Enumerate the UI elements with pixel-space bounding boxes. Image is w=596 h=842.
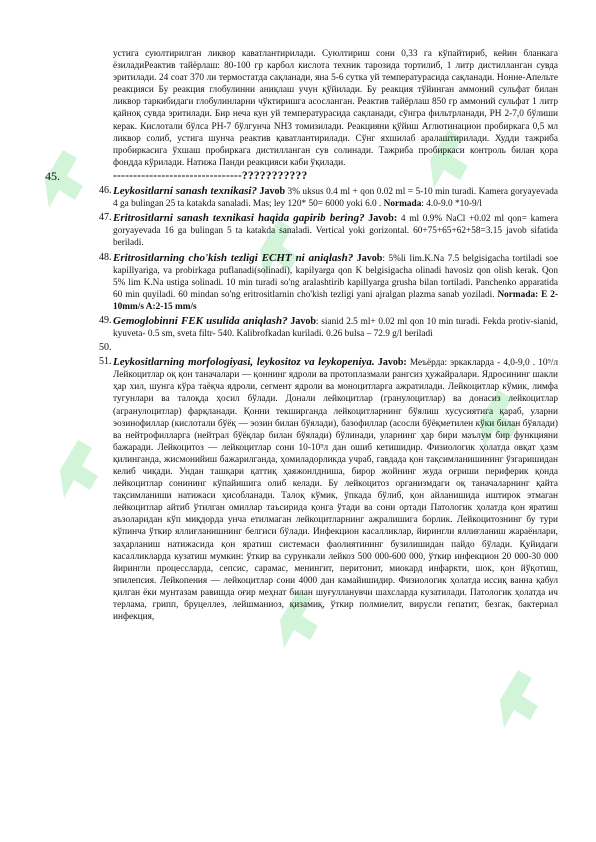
question-text: Eritrositlarni sanash texnikasi haqida gapirib bering?	[113, 212, 365, 225]
intro-paragraph: устига суюлтирилган ликвор каватлантирилади. Суюлтириш сони 0,33 га кўпайтириб, кейин бланкага ёзиладиРеактив тайёрлаш: 80-100 гр карбол кислота техник тарозида тортилиб, 1 литр дистилланган сувда эритилади. 24 соат 370 ли термостатда сақланади, яна 5-6 сутка уй температурасида сақланади. Нонне-Апельте реакцияси Бу реакция глобулинни аниқлаш учун қўйилади. Бу реакция тўйинган аммоний сульфат билан ликвор таркибидаги глобулинларни чўктиришга асосланган. Реактив тайёрлаш 850 гр аммоний сульфат 1 литр қайноқ сувда эритилади. Бир неча кун уй температурасида сақланади, сўнгра фильтрланади, РН 2-7,0 бўлиши керак. Кислотали бўлса РН-7 бўлгунча NH3 томизилади. Реакцияни қўйиш Аглютинацион пробиркага 0,5 мл ликвор солиб, устига шунча реактив қаватлантирилади. Сўнг яхшилаб аралаштирилади. Худди тажриба пробиркасига ўхшаш пробиркага дистилланган сув солинади. Тажриба пробиркаси контроль билан қора фондда кўрилади. Натижа Панди реакцияси каби ўқилади.	[113, 49, 558, 168]
item-number: 51.	[99, 356, 112, 368]
item-48	[99, 251, 559, 313]
answer-label: Javob	[356, 252, 383, 264]
question-text: Leykositlarning morfologiyasi, leykositoz va leykopeniya.	[113, 356, 375, 369]
item-number: 46.	[99, 185, 112, 197]
item-number: 45.	[45, 168, 60, 183]
answer-label: Javob:	[377, 357, 407, 369]
answer-text: : 5%li lim.K.Na 7.5 belgisigacha tortiladi soe kapillyariga, va probirkaga puflanadi(solinadi), kapilyarga qon K belgisigacha olinadi havosiz qon olish kerak. Qon 5% lim K.Na ustiga solinadi. 10 min turadi so'ng aralashtirib kapillyarga grusha bilan tortiladi. Panchenko apparatida 60 min quyiladi. 60 mindan so'ng eritrositlarnin cho'kish tezligi yani ajralgan plazma sanab yoziladi.	[113, 253, 558, 300]
question-text: Gemoglobinni FEK usulida aniqlash?	[113, 314, 288, 327]
question-text: Eritrositlarning cho'kish tezligi ECHT ni aniqlash?	[113, 251, 354, 264]
answer-text: : sianid 2.5 ml+ 0.02 ml qon 10 min turadi. Fekda protiv-sianid, kyuveta- 0.5 sm, sveta filtr- 540. Kalibrofkadan kuriladi. 0.26 bulsa – 72.9 g/l beriladi	[113, 316, 559, 340]
item-number: 48.	[99, 251, 112, 263]
placeholder-dashes: --------------------------------???????????	[113, 169, 308, 182]
item-47	[99, 212, 558, 249]
item-number: 47.	[99, 212, 112, 224]
item-46	[99, 185, 558, 210]
answer-label: Javob	[290, 315, 316, 327]
norm-label: Normada	[383, 199, 422, 210]
answer-text: 4 ml 0.9% NaCl +0.02 ml qon= kamera goryayevada 16 ga bulingan 5 ta katakda sanaladi. Vertical yoki gorizontal. 60+75+65+62+58=3.15 javob sifatida beriladi.	[113, 214, 558, 249]
item-number: 50.	[99, 342, 112, 354]
item-45	[45, 168, 558, 183]
item-49	[99, 314, 559, 340]
answer-text: Меъёрда: эркакларда - 4,0-9,0 . 10⁹/л Лейкоцитлар оқ қон таначалари — қоннинг ядроли ва протоплазмали рангсиз ҳужайралари. Ядросининг шакли ҳар хил, шунга кўра таёқча ядроли, сегмент ядроли ва моноцитларга ажратилади. Лейкоцитлар кўмик, лимфа тугунлари ва талоқда ҳосил бўлади. Донали лейкоцитлар (гранулоцитлар) ва донасиз лейкоцитлар (агранулоцитлар) фарқланади. Қонни текширганда лейкоцитларнинг бўялиш хусусиятига қараб, уларни эозинофиллар (кислотали бўёқ — эозин билан бўялади), базофиллар (асосли бўёқметилен кўки билан бўялади) ва нейтрофилларга (нейтрал бўёқлар билан бўялади) бўлинади, уларнинг ҳар бири маълум бир функцияни бажаради. Лейкоцитоз — лейкоцитлар сони 10-10⁹л дан ошиб кетишидир. Физиологик ҳолатда овқат ҳазм қилинганда, жисмонийиш бажарилганда, ҳомиладорликда учраб, гавдада қон тақсимланишининг ўзгаришидан келиб чиқади. Ундан ташқари қаттиқ ҳаяжонлдниша, бирор жойнинг жуда оғриши периферик қонда лейкоцитлар сонининг кўпайишига олиб келади. Бу лейкоцитоз организмдаги оқ таначаларнинг қайта тақсимланиши натижаси ҳисобланади. Талоқ кўмик, ўпкада бўлиб, қон айланишида иштирок этмаган лейкоцитлар айтиб ўтилган омиллар таъсирида қонга ўтади ва сони ортади Патологик ҳолатда қон яратиш аъзоларидан кўп миқдорда унча етилмаган лейкоцитларнинг ажралишига борлик. Лейкоцитознинг бу тури кўпинча ўткир яллиғланишнинг белгиси бўлади. Инфекцион касалликлар, йирингли яллиғланиш жараёнлари, заҳарланиш натижасида қон яратиш системаси фаолиятининг бузилишидан пайдо бўлади. Қуйидаги касалликларда кузатиш мумкин: ўткир ва сурункали лейкоз 500 000-600 000, ўткир инфекцион 20 000-30 000 йирингли процессларда, сепсис, сарамас, менингит, перитонит, миокард инфаркти, шок, қон йўқотиш, эпилепсия. Лейкопения — лейкоцитлар сони 4000 дан камайишидир. Физиологик ҳолатда иссиқ ванна қабул қилган ёки мунтазам равишда оғир меҳнат билан шуғулланувчи шахсларда кузатилади. Патологик ҳолатда ич терлама, грипп, бруцеллез, лейшманиоз, қизамиқ, ўткир полмиелит, вирусли гепатит, безгак, бактериал инфекция,	[113, 358, 558, 623]
document-body	[45, 48, 559, 623]
item-50	[99, 342, 558, 354]
item-number: 49.	[99, 314, 112, 326]
item-51	[99, 356, 558, 623]
answer-label: Javob	[259, 186, 286, 198]
answer-text: 3% uksus 0.4 ml + qon 0.02 ml = 5-10 min turadi. Kamera goryayevada 4 ga bulingan 25 ta katakda sanaladi. Mas; ley 120* 50= 6000 yoki 6.0 .	[113, 187, 558, 210]
norm-text: : 4.0-9.0 *10-9/l	[421, 199, 482, 210]
question-text: Leykositlarni sanash texnikasi?	[113, 185, 257, 198]
answer-label: Javob:	[368, 213, 398, 225]
norm-text: Normada: E 2-10mm/s A:2-15 mm/s	[113, 289, 559, 312]
